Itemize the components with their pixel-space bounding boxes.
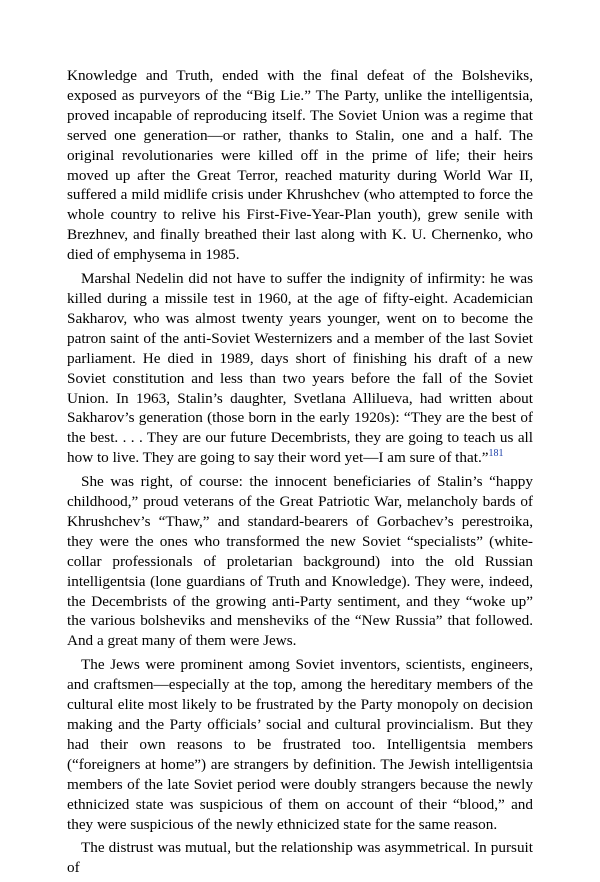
- paragraph-4: [67, 655, 533, 834]
- paragraph-5: [67, 838, 533, 878]
- paragraph-3-text: She was right, of course: the innocent beneficiaries of Stalin’s “happy childhood,” proud veterans of the Great Patriotic War, melancholy bards of Khrushchev’s “Thaw,” and standard-bearers of Gorbachev’s perestroika, they were the ones who transformed the new Soviet “specialists” (white-collar professionals of proletarian background) into the old Russian intelligentsia (lone guardians of Truth and Knowledge). They were, indeed, the Decembrists of the growing anti-Party sentiment, and they “woke up” the various bolsheviks and mensheviks of the “New Russia” that followed. And a great many of them were Jews.: [67, 473, 533, 650]
- book-page-text: [67, 66, 533, 882]
- paragraph-3: [67, 472, 533, 651]
- paragraph-5-text: The distrust was mutual, but the relationship was asymmetrical. In pursuit of: [67, 839, 533, 877]
- footnote-181-link[interactable]: 181: [488, 448, 504, 460]
- paragraph-2-text: Marshal Nedelin did not have to suffer the indignity of infirmity: he was killed during a missile test in 1960, at the age of fifty-eight. Academician Sakharov, who was almost twenty years younger, went on to become the patron saint of the anti-Soviet Westernizers and a member of the last Soviet parliament. He died in 1989, days short of finishing his draft of a new Soviet constitution and less than two years before the fall of the Soviet Union. In 1963, Stalin’s daughter, Svetlana Allilueva, had written about Sakharov’s generation (those born in the early 1920s): “They are the best of the best. . . . They are our future Decembrists, they are going to teach us all how to live. They are going to say their word yet—I am sure of that.”: [67, 270, 533, 467]
- paragraph-1-text: Knowledge and Truth, ended with the final defeat of the Bolsheviks, exposed as purveyors of the “Big Lie.” The Party, unlike the intelligentsia, proved incapable of reproducing itself. The Soviet Union was a regime that served one generation—or rather, thanks to Stalin, one and a half. The original revolutionaries were killed off in the prime of life; their heirs moved up after the Great Terror, reached maturity during World War II, suffered a mild midlife crisis under Khrushchev (who attempted to force the whole country to relive his First-Five-Year-Plan youth), grew senile with Brezhnev, and finally breathed their last along with K. U. Chernenko, who died of emphysema in 1985.: [67, 67, 533, 264]
- paragraph-1: [67, 66, 533, 265]
- paragraph-4-text: The Jews were prominent among Soviet inventors, scientists, engineers, and craftsmen—especially at the top, among the hereditary members of the cultural elite most likely to be frustrated by the Party monopoly on decision making and the Party officials’ social and cultural provincialism. But they had their own reasons to be frustrated too. Intelligentsia members (“foreigners at home”) are strangers by definition. The Jewish intelligentsia members of the late Soviet period were doubly strangers because the newly ethnicized state was suspicious of them on account of their “blood,” and they were suspicious of the newly ethnicized state for the same reason.: [67, 656, 533, 833]
- paragraph-2: [67, 269, 533, 468]
